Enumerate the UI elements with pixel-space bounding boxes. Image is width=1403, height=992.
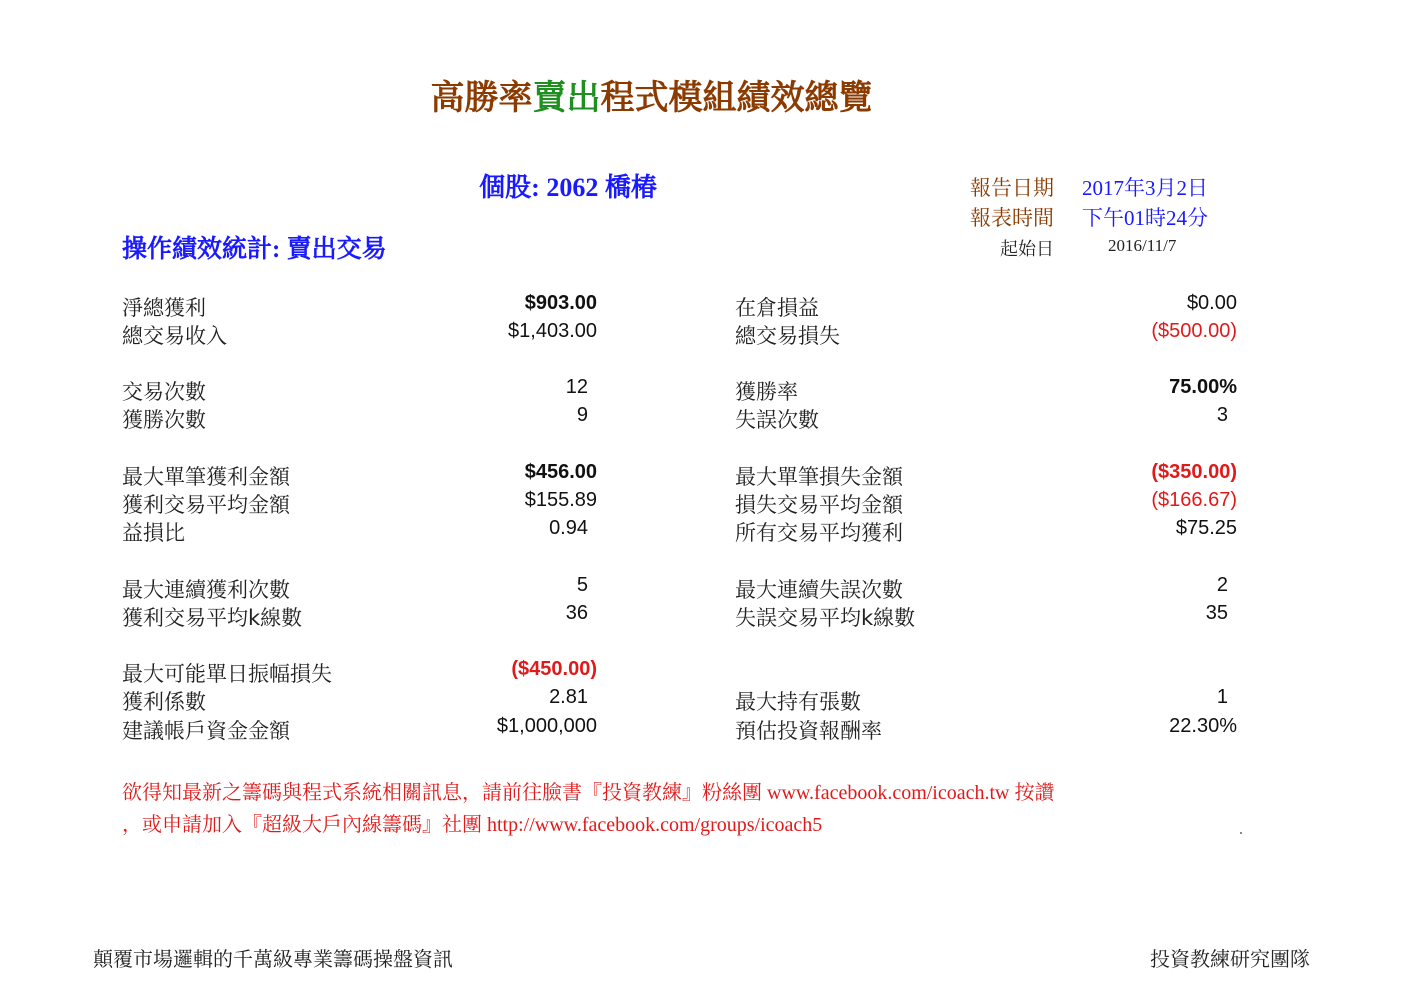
win-rate-value: 75.00% [1169,376,1237,398]
title-part-3: 程式模組績效總覽 [600,80,873,117]
avg-trade-value: $75.25 [1175,517,1237,539]
title-part-sell: 賣出 [532,80,601,117]
trade-count-value: 12 [565,376,588,398]
report-time-value: 下午01時24分 [1082,206,1208,230]
avg-win-value: $155.89 [524,489,597,511]
max-consec-win-label: 最大連續獲利次數 [122,578,290,602]
max-loss-label: 最大單筆損失金額 [735,465,903,489]
max-loss-value: ($350.00) [1151,461,1237,483]
win-count-value: 9 [576,404,588,426]
net-profit-value: $903.00 [524,292,597,314]
gross-income-value: $1,403.00 [508,320,597,342]
open-pl-label: 在倉損益 [735,296,819,320]
max-win-label: 最大單筆獲利金額 [122,465,290,489]
facebook-notice-line-2: ，或申請加入『超級大戶內線籌碼』社團 http://www.facebook.com/groups/icoach5 [122,814,823,836]
max-consec-loss-label: 最大連續失誤次數 [735,578,903,602]
stock-heading: 個股: 2062 橋椿 [479,173,657,202]
report-time-label: 報表時間 [970,206,1054,230]
avg-loss-label: 損失交易平均金額 [735,493,903,517]
net-profit-label: 淨總獲利 [122,296,206,320]
win-rate-label: 獲勝率 [735,380,798,404]
avg-trade-label: 所有交易平均獲利 [735,521,903,545]
max-consec-win-value: 5 [576,574,588,596]
start-date-value: 2016/11/7 [1108,236,1177,255]
pl-ratio-label: 益損比 [122,521,185,545]
suggested-capital-value: $1,000,000 [496,715,597,737]
gross-income-label: 總交易收入 [122,324,227,348]
max-daily-swing-value: ($450.00) [511,658,597,680]
footer-team: 投資教練研究團隊 [1150,947,1310,971]
facebook-notice-line-1: 欲得知最新之籌碼與程式系統相關訊息，請前往臉書『投資教練』粉絲團 www.facebook.com/icoach.tw 按讚 [122,782,1055,804]
max-contracts-value: 1 [1216,686,1228,708]
win-count-label: 獲勝次數 [122,408,206,432]
avg-loss-bars-value: 35 [1205,602,1228,624]
avg-win-bars-value: 36 [565,602,588,624]
start-date-label: 起始日 [1000,239,1054,259]
footer-slogan: 顛覆市場邏輯的千萬級專業籌碼操盤資訊 [93,947,453,971]
title-part-1: 高勝率 [430,80,533,117]
est-return-label: 預估投資報酬率 [735,719,882,743]
trade-count-label: 交易次數 [122,380,206,404]
gross-loss-label: 總交易損失 [735,324,840,348]
section-heading: 操作績效統計: 賣出交易 [122,236,387,263]
avg-win-label: 獲利交易平均金額 [122,493,290,517]
report-date-value: 2017年3月2日 [1082,176,1208,200]
max-daily-swing-label: 最大可能單日振幅損失 [122,662,332,686]
suggested-capital-label: 建議帳戶資金金額 [122,719,290,743]
avg-loss-bars-label: 失誤交易平均k線數 [735,606,916,630]
pl-ratio-value: 0.94 [549,517,588,539]
max-consec-loss-value: 2 [1216,574,1228,596]
avg-win-bars-label: 獲利交易平均k線數 [122,606,303,630]
report-date-label: 報告日期 [970,176,1054,200]
report-title [0,70,1303,119]
profit-factor-label: 獲利係數 [122,690,206,714]
stray-dot [1240,832,1242,834]
max-win-value: $456.00 [524,461,597,483]
gross-loss-value: ($500.00) [1151,320,1237,342]
est-return-value: 22.30% [1169,715,1237,737]
avg-loss-value: ($166.67) [1151,489,1237,511]
profit-factor-value: 2.81 [549,686,588,708]
max-contracts-label: 最大持有張數 [735,690,861,714]
loss-count-label: 失誤次數 [735,408,819,432]
open-pl-value: $0.00 [1186,292,1237,314]
loss-count-value: 3 [1216,404,1228,426]
